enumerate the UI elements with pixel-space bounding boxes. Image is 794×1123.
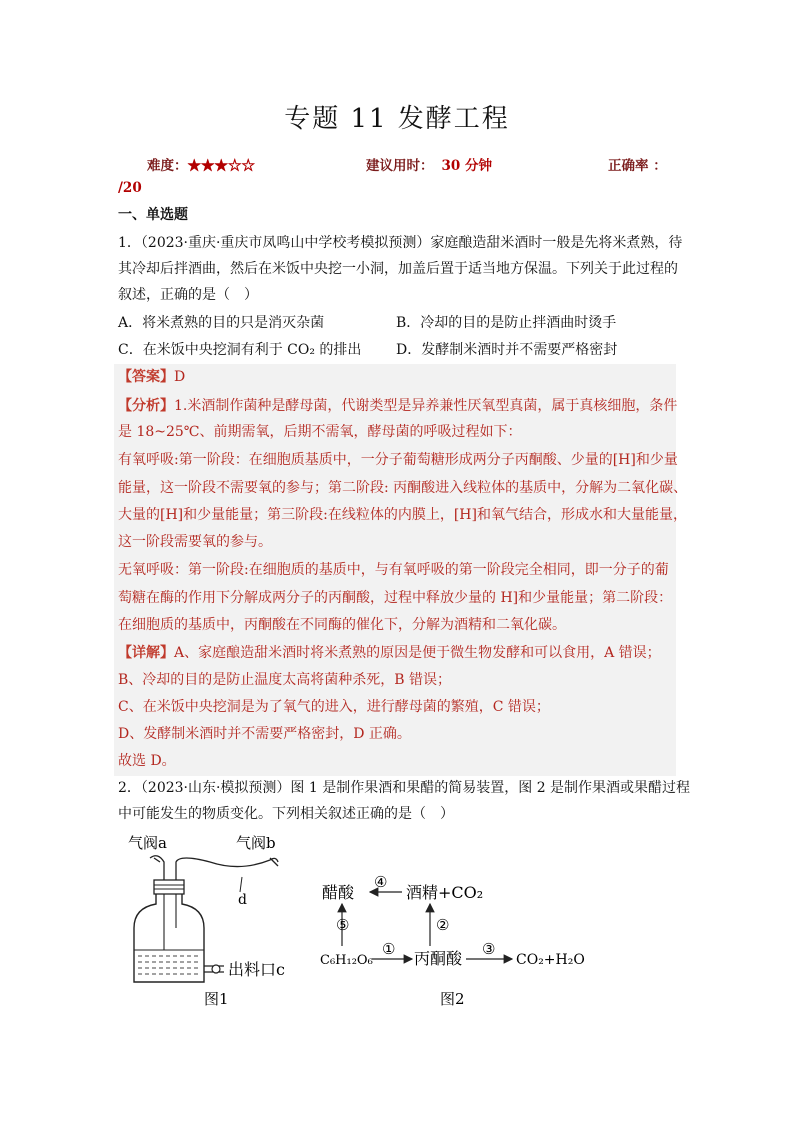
detail-line-2: B、冷却的目的是防止温度太高将菌种杀死，B 错误； <box>118 672 452 688</box>
analysis-tag: 【分析】 <box>118 398 174 414</box>
q2-stem-line-2: 中可能发生的物质变化。下列相关叙述正确的是（ ） <box>118 806 454 822</box>
tube-d-pointer <box>240 877 242 892</box>
accuracy <box>608 154 667 174</box>
detail-line-5: 故选 D。 <box>118 753 176 769</box>
figure-1-apparatus <box>120 832 310 1012</box>
difficulty-stars: ★★★☆☆ <box>187 158 255 174</box>
detail-line-1: 【详解】A、家庭酿造甜米酒时将米煮熟的原因是便于微生物发酵和可以食用，A 错误； <box>118 645 661 661</box>
difficulty-label: 难度： <box>147 158 188 174</box>
alcohol-co2-label: 酒精+CO₂ <box>406 883 484 902</box>
valve-b-label: 气阀b <box>236 834 276 852</box>
outlet-label: 出料口c <box>228 960 285 979</box>
q1-stem-line-1: 1．（2023·重庆·重庆市凤鸣山中学校考模拟预测）家庭酿造甜米酒时一般是先将米煮熟，待 <box>118 235 683 251</box>
figure-1-caption: 图1 <box>204 990 229 1008</box>
pyruvate-label: 丙酮酸 <box>414 949 463 968</box>
step-4-label: ④ <box>374 873 388 891</box>
analysis-line-4: 能量，这一阶段不需要氧的参与；第二阶段: 丙酮酸进入线粒体的基质中，分解为二氧化碳、 <box>118 480 688 496</box>
step-2-label: ② <box>436 916 450 934</box>
analysis-line-3: 有氧呼吸:第一阶段：在细胞质基质中，一分子葡萄糖形成两分子丙酮酸、少量的[H]和少量 <box>118 452 678 468</box>
analysis-line-9: 在细胞质的基质中，丙酮酸在不同酶的催化下，分解为酒精和二氧化碳。 <box>118 617 566 633</box>
valve-a-label: 气阀a <box>128 834 167 852</box>
q1-option-b: B．冷却的目的是防止拌酒曲时烫手 <box>396 315 617 331</box>
step-5-label: ⑤ <box>336 916 350 934</box>
page-title: 专题 11 发酵工程 <box>284 104 510 134</box>
step-1-label: ① <box>382 940 396 958</box>
q1-option-a: A．将米煮熟的目的只是消灭杂菌 <box>118 315 325 331</box>
outlet-valve-icon <box>212 965 220 973</box>
tube-d <box>176 858 278 880</box>
q1-stem-line-3: 叙述，正确的是（ ） <box>118 287 258 303</box>
detail-line-3: C、在米饭中央挖洞是为了氧气的进入，进行酵母菌的繁殖，C 错误； <box>118 699 550 715</box>
figure-2-caption: 图2 <box>440 990 465 1008</box>
analysis-line-6: 这一阶段需要氧的参与。 <box>118 534 272 550</box>
answer-value: D <box>174 369 186 385</box>
glucose-label: C₆H₁₂O₆ <box>320 953 373 968</box>
co2-h2o-label: CO₂+H₂O <box>516 952 585 968</box>
analysis-line-1: 【分析】1.米酒制作菌种是酵母菌，代谢类型是异养兼性厌氧型真菌，属于真核细胞，条件 <box>118 398 678 414</box>
analysis-line-7: 无氧呼吸：第一阶段:在细胞质的基质中，与有氧呼吸的第一阶段完全相同，即一分子的葡 <box>118 562 669 578</box>
liquid-hatch <box>138 956 200 974</box>
difficulty <box>147 154 255 174</box>
time-label: 建议用时： <box>366 158 434 174</box>
q1-stem-line-2: 其冷却后拌酒曲，然后在米饭中央挖一小洞，加盖后置于适当地方保温。下列关于此过程的 <box>118 261 678 277</box>
valve-a-icon <box>154 858 160 862</box>
step-3-label: ③ <box>482 940 496 958</box>
time-value: 30 分钟 <box>441 158 492 174</box>
bottle <box>134 894 204 982</box>
section-heading: 一、单选题 <box>118 207 188 223</box>
vinegar-label: 醋酸 <box>322 883 355 902</box>
q2-stem-line-1: 2．（2023·山东·模拟预测）图 1 是制作果酒和果醋的简易装置，图 2 是制作果酒或果醋过程 <box>118 780 691 796</box>
q1-option-d: D．发酵制米酒时并不需要严格密封 <box>396 342 618 358</box>
accuracy-value: /20 <box>118 180 142 196</box>
detail-tag: 【详解】 <box>118 645 174 661</box>
q1-option-c: C．在米饭中央挖洞有利于 CO₂ 的排出 <box>118 342 362 358</box>
analysis-line-5: 大量的[H]和少量能量；第三阶段:在线粒体的内膜上，[H]和氧气结合，形成水和大量能量， <box>118 507 687 523</box>
answer-tag: 【答案】 <box>118 369 174 385</box>
figure-2-pathway <box>316 860 612 1012</box>
detail-line-4: D、发酵制米酒时并不需要严格密封，D 正确。 <box>118 726 411 742</box>
answer-line <box>118 364 185 390</box>
tube-d-label: d <box>238 892 247 908</box>
suggested-time <box>366 154 492 174</box>
stopper <box>154 880 184 894</box>
analysis-line-2: 是 18~25℃、前期需氧，后期不需氧，酵母菌的呼吸过程如下： <box>118 424 522 440</box>
accuracy-label: 正确率 ： <box>608 158 667 174</box>
analysis-line-8: 萄糖在酶的作用下分解成两分子的丙酮酸，过程中释放少量的 H]和少量能量；第二阶段： <box>118 590 673 606</box>
